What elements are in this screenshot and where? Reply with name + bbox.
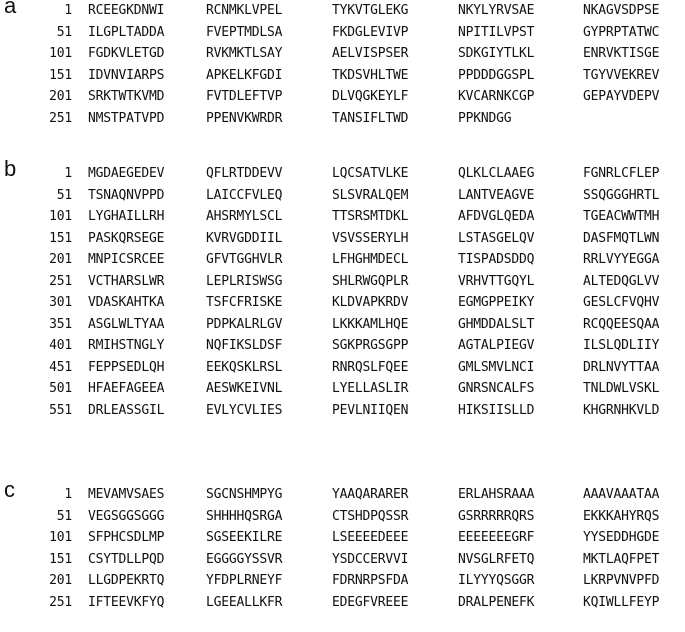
sequence-block: VRHVTTGQYL [458,273,535,289]
residue-number: 201 [49,89,72,104]
sequence-block: QFLRTDDEVV [206,166,283,181]
sequence-block: EKKKAHYRQS [583,508,660,524]
sequence-block: NPITILVPST [458,24,535,40]
sequence-block: GFVTGGHVLR [206,252,283,267]
sequence-block: AFDVGLQEDA [458,209,535,224]
sequence-block: PPKNDGG [458,110,512,126]
sequence-block: SGKPRGSGPP [332,338,409,353]
residue-number: 151 [49,230,72,246]
sequence-block: TANSIFLTWD [332,110,409,126]
residue-number: 51 [56,508,72,524]
sequence-block: LEPLRISWSG [206,273,283,289]
residue-number: 151 [49,67,72,83]
sequence-row [0,506,685,527]
sequence-row [0,206,685,227]
residue-number: 201 [49,573,72,588]
sequence-block: NQFIKSLDSF [206,338,283,353]
sequence-row [0,570,685,591]
sequence-block: ERLAHSRAAA [458,487,535,502]
sequence-row [0,108,685,129]
sequence-block: GSRRRRRQRS [458,508,535,524]
residue-number: 1 [64,487,72,502]
residue-number: 51 [56,24,72,40]
sequence-row [0,163,685,184]
sequence-block: TISPADSDDQ [458,252,535,267]
sequence-block: VEGSGGSGGG [88,508,165,524]
sequence-block: IFTEEVKFYQ [88,594,165,610]
panel-label: c [4,477,15,502]
sequence-block: ILYYYQSGGR [458,573,535,588]
sequence-block: ALTEDQGLVV [583,273,660,289]
sequence-block: GEPAYVDEPV [583,89,660,104]
sequence-block: SRKTWTKVMD [88,89,165,104]
sequence-block: KQIWLLFEYP [583,594,660,610]
residue-number: 301 [49,295,72,310]
sequence-row [0,43,685,64]
sequence-block: PASKQRSEGE [88,230,165,246]
residue-number: 501 [49,381,72,396]
sequence-block: IDVNVIARPS [88,67,165,83]
sequence-block: PPDDDGGSPL [458,67,535,83]
sequence-row [0,484,685,505]
sequence-block: SGCNSHMPYG [206,487,283,502]
sequence-block: LYELLASLIR [332,381,409,396]
sequence-block: SHLRWGQPLR [332,273,409,289]
sequence-row [0,292,685,313]
sequence-block: ASGLWLTYAA [88,316,165,332]
sequence-row [0,249,685,270]
sequence-block: NKYLYRVSAE [458,3,535,18]
sequence-block: NVSGLRFETQ [458,551,535,567]
sequence-block: DLVQGKEYLF [332,89,409,104]
sequence-block: YAAQARARER [332,487,409,502]
sequence-block: AAAVAAATAA [583,487,660,502]
residue-number: 151 [49,551,72,567]
sequence-block: GESLCFVQHV [583,295,660,310]
sequence-block: FKDGLEVIVP [332,24,409,40]
residue-number: 101 [49,530,72,545]
sequence-block: DASFMQTLWN [583,230,660,246]
sequence-block: SSQGGGHRTL [583,187,660,203]
sequence-block: RRLVYYEGGA [583,252,660,267]
sequence-block: MGDAEGEDEV [88,166,165,181]
sequence-row [0,314,685,335]
sequence-row [0,0,685,21]
sequence-block: LLGDPEKRTQ [88,573,165,588]
sequence-block: LYGHAILLRH [88,209,165,224]
residue-number: 251 [49,594,72,610]
sequence-block: HIKSIISLLD [458,402,535,418]
sequence-block: RMIHSTNGLY [88,338,165,353]
residue-number: 1 [64,3,72,18]
sequence-block: TSNAQNVPPD [88,187,165,203]
sequence-block: LQCSATVLKE [332,166,409,181]
sequence-block: VDASKAHTKA [88,295,165,310]
sequence-block: APKELKFGDI [206,67,283,83]
sequence-row [0,271,685,292]
sequence-block: SFPHCSDLMP [88,530,165,545]
sequence-row [0,592,685,613]
sequence-block: QLKLCLAAEG [458,166,535,181]
sequence-block: GMLSMVLNCI [458,359,535,375]
sequence-block: KVCARNKCGP [458,89,535,104]
sequence-block: LSEEEEDEEE [332,530,409,545]
sequence-block: RCNMKLVPEL [206,3,283,18]
sequence-block: DRLEASSGIL [88,402,165,418]
residue-number: 101 [49,46,72,61]
sequence-block: YFDPLRNEYF [206,573,283,588]
sequence-block: EDEGFVREEE [332,594,409,610]
residue-number: 551 [49,402,72,418]
sequence-row [0,22,685,43]
sequence-block: LAICCFVLEQ [206,187,283,203]
sequence-block: MNPICSRCEE [88,252,165,267]
panel-label: b [4,156,17,181]
sequence-block: EVLYCVLIES [206,402,283,418]
sequence-block: VCTHARSLWR [88,273,165,289]
residue-number: 451 [49,359,72,375]
sequence-block: LKRPVNVPFD [583,573,660,588]
residue-number: 251 [49,273,72,289]
residue-number: 101 [49,209,72,224]
sequence-block: ILSLQDLIIY [583,338,660,353]
sequence-block: EGMGPPEIKY [458,295,535,310]
sequence-block: ILGPLTADDA [88,24,165,40]
sequence-block: GYPRPTATWC [583,24,660,40]
sequence-row [0,357,685,378]
sequence-block: FDRNRPSFDA [332,573,409,588]
sequence-block: FGDKVLETGD [88,46,165,61]
sequence-block: TKDSVHLTWE [332,67,409,83]
sequence-block: LKKKAMLHQE [332,316,409,332]
sequence-block: TNLDWLVSKL [583,381,660,396]
sequence-block: EGGGGYSSVR [206,551,283,567]
sequence-block: CSYTDLLPQD [88,551,165,567]
sequence-block: FVTDLEFTVP [206,89,283,104]
sequence-row [0,65,685,86]
sequence-block: TGEACWWTMH [583,209,660,224]
sequence-row [0,335,685,356]
sequence-block: PPENVKWRDR [206,110,283,126]
sequence-block: CTSHDPQSSR [332,508,409,524]
sequence-block: PDPKALRLGV [206,316,283,332]
sequence-block: DRLNVYTTAA [583,359,660,375]
sequence-block: AESWKEIVNL [206,381,283,396]
sequence-block: TSFCFRISKE [206,295,283,310]
sequence-row [0,549,685,570]
sequence-row [0,400,685,421]
residue-number: 51 [56,187,72,203]
sequence-block: MKTLAQFPET [583,551,660,567]
sequence-block: VSVSSERYLH [332,230,409,246]
sequence-block: SDKGIYTLKL [458,46,535,61]
sequence-row [0,378,685,399]
sequence-block: FEPPSEDLQH [88,359,165,375]
residue-number: 351 [49,316,72,332]
residue-number: 251 [49,110,72,126]
residue-number: 401 [49,338,72,353]
sequence-block: RNRQSLFQEE [332,359,409,375]
sequence-block: RVKMKTLSAY [206,46,283,61]
panel-label: a [4,0,17,18]
sequence-block: SGSEEKILRE [206,530,283,545]
sequence-block: NKAGVSDPSE [583,3,660,18]
sequence-block: LSTASGELQV [458,230,535,246]
sequence-block: YSDCCERVVI [332,551,409,567]
sequence-block: DRALPENEFK [458,594,535,610]
sequence-block: AHSRMYLSCL [206,209,283,224]
sequence-block: KLDVAPKRDV [332,295,409,310]
sequence-block: MEVAMVSAES [88,487,165,502]
sequence-block: KHGRNHKVLD [583,402,660,418]
sequence-block: SHHHHQSRGA [206,508,283,524]
sequence-block: RCEEGKDNWI [88,3,165,18]
sequence-block: ENRVKTISGE [583,46,660,61]
sequence-block: LFHGHMDECL [332,252,409,267]
residue-number: 201 [49,252,72,267]
sequence-block: TTSRSMTDKL [332,209,409,224]
sequence-block: RCQQEESQAA [583,316,660,332]
sequence-block: SLSVRALQEM [332,187,409,203]
sequence-block: FGNRLCFLEP [583,166,660,181]
sequence-block: NMSTPATVPD [88,110,165,126]
sequence-block: YYSEDDHGDE [583,530,660,545]
sequence-row [0,228,685,249]
sequence-block: PEVLNIIQEN [332,402,409,418]
sequence-block: EEEEEEEGRF [458,530,535,545]
sequence-block: LANTVEAGVE [458,187,535,203]
residue-number: 1 [64,166,72,181]
sequence-block: GHMDDALSLT [458,316,535,332]
sequence-block: HFAEFAGEEA [88,381,165,396]
sequence-row [0,527,685,548]
sequence-block: FVEPTMDLSA [206,24,283,40]
sequence-row [0,86,685,107]
sequence-block: TYKVTGLEKG [332,3,409,18]
sequence-block: TGYVVEKREV [583,67,660,83]
sequence-row [0,185,685,206]
sequence-block: KVRVGDDIIL [206,230,283,246]
sequence-block: AELVISPSER [332,46,409,61]
sequence-block: AGTALPIEGV [458,338,535,353]
sequence-block: EEKQSKLRSL [206,359,283,375]
sequence-block: LGEEALLKFR [206,594,283,610]
sequence-block: GNRSNCALFS [458,381,535,396]
